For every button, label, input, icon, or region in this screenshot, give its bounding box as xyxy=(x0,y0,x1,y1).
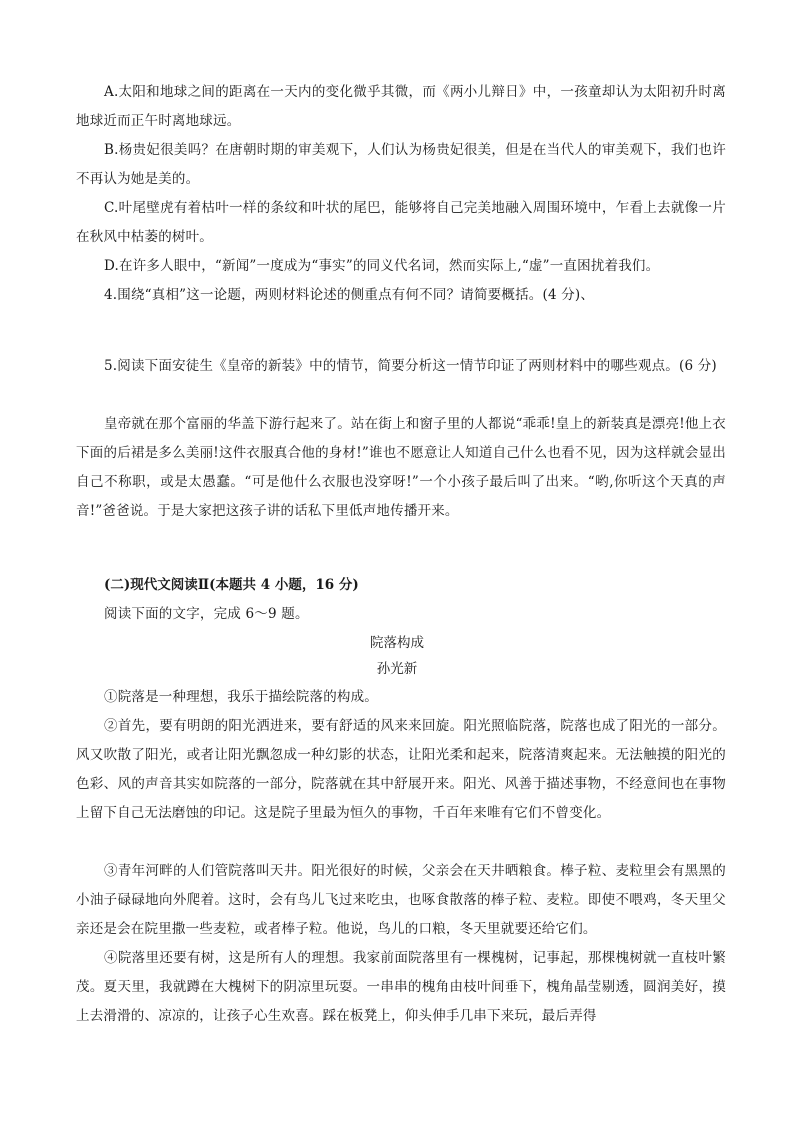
article-paragraph-4: ④院落里还要有树，这是所有人的理想。我家前面院落里有一棵槐树，记事起，那棵槐树就一直枝叶繁茂。夏天里，我就蹲在大槐树下的阴凉里玩耍。一串串的槐角由枝叶间垂下，槐角晶莹剔透，圆润美好，摸上去滑滑的、凉凉的，让孩子心生欢喜。踩在板凳上，仰头伸手几串下来玩，最后弄得 xyxy=(76,950,726,1024)
question-4: 4.围绕“真相”这一论题，两则材料论述的侧重点有何不同？请简要概括。(4 分)、 xyxy=(104,287,595,303)
option-a: A.太阳和地球之间的距离在一天内的变化微乎其微，而《两小儿辩日》中，一孩童却认为太阳初升时离地球近而正午时离地球远。 xyxy=(76,84,726,129)
article-paragraph-3: ③青年河畔的人们管院落叫天井。阳光很好的时候，父亲会在天井晒粮食。棒子粒、麦粒里会有黑黑的小油子碌碌地向外爬着。这时，会有鸟儿飞过来吃虫，也啄食散落的棒子粒、麦粒。即使不喂鸡，冬天里父亲还是会在院里撒一些麦粒，或者棒子粒。他说，鸟儿的口粮，冬天里就要还给它们。 xyxy=(76,863,726,937)
option-c: C.叶尾壁虎有着枯叶一样的条纹和叶状的尾巴，能够将自己完美地融入周围环境中，乍看上去就像一片在秋风中枯萎的树叶。 xyxy=(76,200,726,245)
section-heading: (二)现代文阅读Ⅱ(本题共 4 小题，16 分) xyxy=(104,577,359,593)
excerpt-emperors-new-clothes: 皇帝就在那个富丽的华盖下游行起来了。站在街上和窗子里的人都说“乖乖!皇上的新装真是漂亮!他上衣下面的后裙是多么美丽!这件衣服真合他的身材!”谁也不愿意让人知道自己什么也看不见，因为这样就会显出自己不称职，或是太愚蠢。“可是他什么衣服也没穿呀!”一个小孩子最后叫了出来。“哟,你听这个天真的声音!”爸爸说。于是大家把这孩子讲的话私下里低声地传播开来。 xyxy=(76,416,726,519)
article-paragraph-2: ②首先，要有明朗的阳光洒进来，要有舒适的风来来回旋。阳光照临院落，院落也成了阳光的一部分。风又吹散了阳光，或者让阳光飘忽成一种幻影的状态，让阳光柔和起来，院落清爽起来。无法触摸的阳光的色彩、风的声音其实如院落的一部分，院落就在其中舒展开来。阳光、风善于描述事物，不经意间也在事物上留下自己无法磨蚀的印记。这是院子里最为恒久的事物，千百年来唯有它们不曾变化。 xyxy=(76,718,726,821)
option-d: D.在许多人眼中，“新闻”一度成为“事实”的同义代名词，然而实际上,“虚”一直困扰着我们。 xyxy=(104,258,660,274)
article-title: 院落构成 xyxy=(370,635,424,651)
question-5: 5.阅读下面安徒生《皇帝的新装》中的情节，简要分析这一情节印证了两则材料中的哪些观点。(6 分) xyxy=(104,358,717,374)
article-author: 孙光新 xyxy=(376,661,418,677)
reading-instruction: 阅读下面的文字，完成 6～9 题。 xyxy=(104,606,309,622)
article-paragraph-1: ①院落是一种理想，我乐于描绘院落的构成。 xyxy=(104,689,378,705)
option-b: B.杨贵妃很美吗？在唐朝时期的审美观下，人们认为杨贵妃很美，但是在当代人的审美观下，我们也许不再认为她是美的。 xyxy=(76,142,726,187)
